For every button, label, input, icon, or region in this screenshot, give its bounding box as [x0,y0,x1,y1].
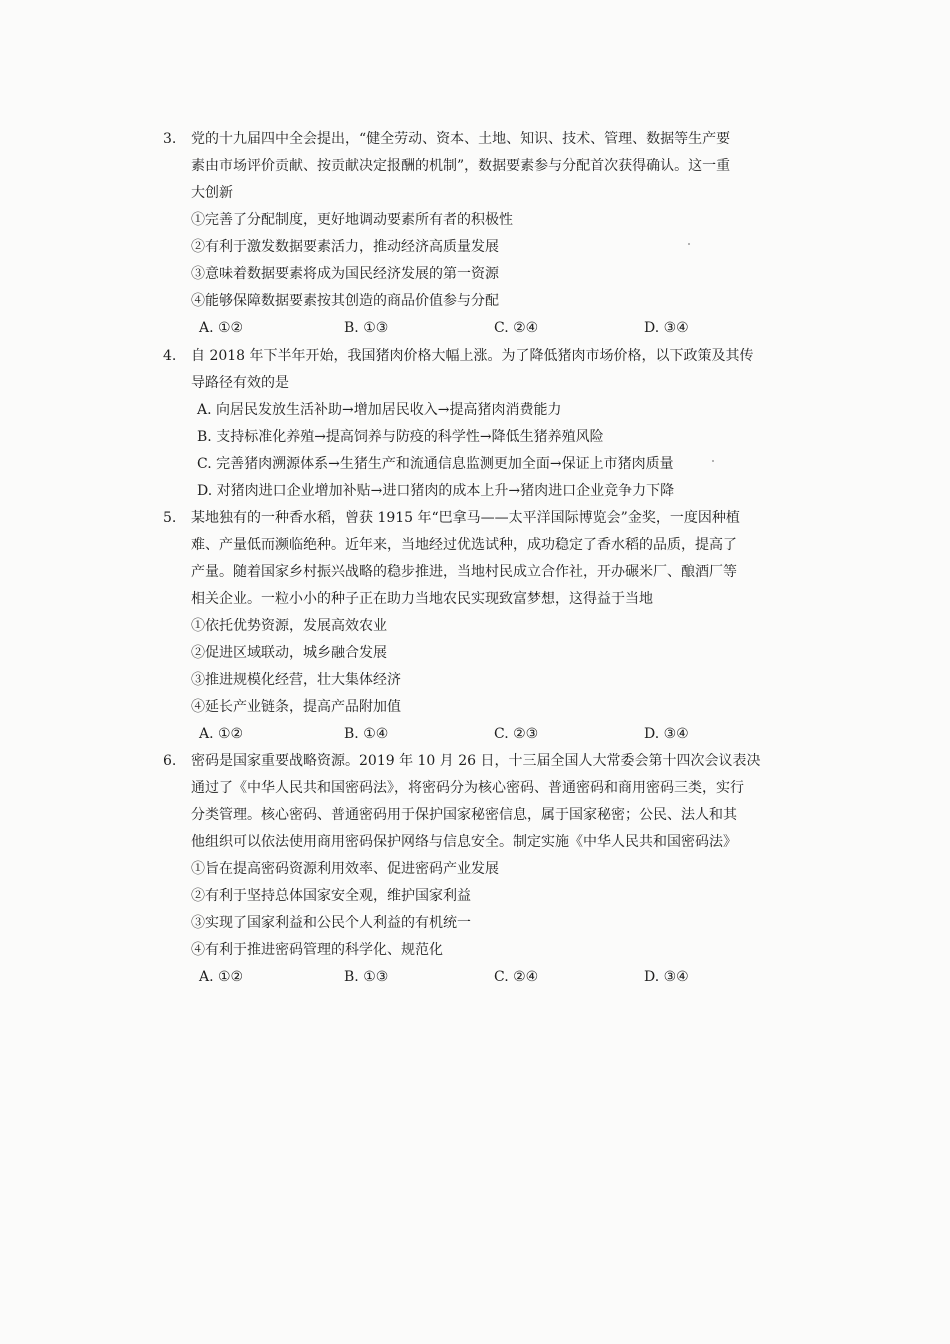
question-stem-line: 大创新 [191,185,233,201]
statement-item-2: ②有利于坚持总体国家安全观，维护国家利益 [191,888,471,904]
question-6 [163,748,783,991]
option-c: C. 完善猪肉溯源体系→生猪生产和流通信息监测更加全面→保证上市猪肉质量 [197,456,674,472]
statement-item-1: ①旨在提高密码资源利用效率、促进密码产业发展 [191,861,499,877]
question-stem-line: 6. 密码是国家重要战略资源。2019 年 10 月 26 日，十三届全国人大常委会第十四次会议表决 [163,748,783,775]
choice-c: C. ②④ [494,320,539,336]
question-number: 6. [163,753,177,769]
statement-item-2: ②促进区域联动，城乡融合发展 [191,645,387,661]
choice-a: A. ①② [199,969,244,985]
question-5 [163,505,783,748]
choice-c: C. ②③ [494,726,539,742]
choice-b: B. ①③ [344,320,389,336]
question-number: 5. [163,510,177,526]
statement-item-1: ①完善了分配制度，更好地调动要素所有者的积极性 [191,212,513,228]
option-a: A. 向居民发放生活补助→增加居民收入→提高猪肉消费能力 [197,402,562,418]
question-stem-line: 素由市场评价贡献、按贡献决定报酬的机制”，数据要素参与分配首次获得确认。这一重 [191,158,731,174]
choice-b: B. ①③ [344,969,389,985]
question-stem-line: 4. 自 2018 年下半年开始，我国猪肉价格大幅上涨。为了降低猪肉市场价格，以下政策及其传 [163,343,783,370]
choice-a: A. ①② [199,320,244,336]
question-stem-line: 他组织可以依法使用商用密码保护网络与信息安全。制定实施《中华人民共和国密码法》 [191,834,737,850]
statement-item-4: ④有利于推进密码管理的科学化、规范化 [191,942,443,958]
question-number: 4. [163,348,177,364]
question-stem-line: 难、产量低而濒临绝种。近年来，当地经过优选试种，成功稳定了香水稻的品质，提高了 [191,537,737,553]
question-number: 3. [163,131,177,147]
option-b: B. 支持标准化养殖→提高饲养与防疫的科学性→降低生猪养殖风险 [197,429,604,445]
statement-item-3: ③实现了国家利益和公民个人利益的有机统一 [191,915,471,931]
option-d: D. 对猪肉进口企业增加补贴→进口猪肉的成本上升→猪肉进口企业竞争力下降 [197,483,675,499]
question-4 [163,343,783,505]
statement-item-3: ③意味着数据要素将成为国民经济发展的第一资源 [191,266,499,282]
choice-d: D. ③④ [644,969,689,985]
choice-c: C. ②④ [494,969,539,985]
question-stem-line: 导路径有效的是 [191,375,289,391]
scan-speck [712,460,714,462]
answer-choices [163,315,783,342]
choice-a: A. ①② [199,726,244,742]
question-stem-line: 相关企业。一粒小小的种子正在助力当地农民实现致富梦想，这得益于当地 [191,591,653,607]
statement-item-4: ④延长产业链条，提高产品附加值 [191,699,401,715]
choice-b: B. ①④ [344,726,389,742]
question-stem-line: 分类管理。核心密码、普通密码用于保护国家秘密信息，属于国家秘密；公民、法人和其 [191,807,737,823]
question-stem-line: 3. 党的十九届四中全会提出，“健全劳动、资本、土地、知识、技术、管理、数据等生产要 [163,126,783,153]
question-stem-line: 产量。随着国家乡村振兴战略的稳步推进，当地村民成立合作社，开办碾米厂、酿酒厂等 [191,564,737,580]
scan-speck [688,243,690,245]
question-3 [163,126,783,342]
choice-d: D. ③④ [644,320,689,336]
question-stem-line: 通过了《中华人民共和国密码法》，将密码分为核心密码、普通密码和商用密码三类，实行 [191,780,744,796]
answer-choices [163,964,783,991]
statement-item-3: ③推进规模化经营，壮大集体经济 [191,672,401,688]
statement-item-1: ①依托优势资源，发展高效农业 [191,618,387,634]
question-stem-line: 5. 某地独有的一种香水稻，曾获 1915 年“巴拿马——太平洋国际博览会”金奖，一度因种植 [163,505,783,532]
answer-choices [163,721,783,748]
statement-item-2: ②有利于激发数据要素活力，推动经济高质量发展 [191,239,499,255]
statement-item-4: ④能够保障数据要素按其创造的商品价值参与分配 [191,293,499,309]
choice-d: D. ③④ [644,726,689,742]
